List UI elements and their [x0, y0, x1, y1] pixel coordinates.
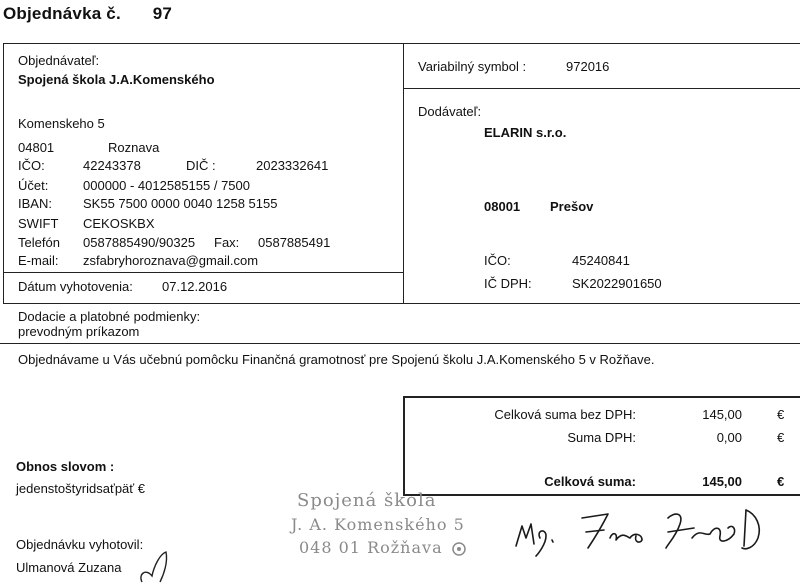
variable-symbol-value: 972016 — [566, 59, 610, 74]
buyer-iban: SK55 7500 0000 0040 1258 5155 — [83, 196, 278, 211]
stamp-seal-icon — [450, 540, 468, 558]
middle-divider — [403, 43, 404, 303]
buyer-email: zsfabryhoroznava@gmail.com — [83, 253, 259, 268]
date-divider — [3, 272, 403, 273]
supplier-icdph: SK2022901650 — [572, 276, 662, 291]
vat-currency: € — [777, 430, 785, 445]
buyer-name: Spojená škola J.A.Komenského — [18, 72, 215, 87]
variable-symbol-divider — [403, 88, 800, 89]
supplier-zip: 08001 — [484, 199, 521, 214]
supplier-city: Prešov — [550, 199, 594, 214]
buyer-phone-label: Telefón — [18, 235, 60, 250]
buyer-dic: 2023332641 — [256, 158, 329, 173]
supplier-ico: 45240841 — [572, 253, 630, 268]
vat-label: Suma DPH: — [567, 430, 636, 445]
box-bottom-border — [3, 303, 800, 304]
order-title-prefix: Objednávka č. — [3, 4, 121, 23]
buyer-iban-label: IBAN: — [18, 196, 52, 211]
buyer-city: Roznava — [108, 140, 160, 155]
stamp-line-3: 048 01 Rožňava — [299, 538, 443, 557]
buyer-ico-label: IČO: — [18, 158, 45, 173]
stamp-line-1: Spojená škola — [297, 490, 437, 511]
buyer-account: 000000 - 4012585155 / 7500 — [83, 178, 250, 193]
net-currency: € — [777, 407, 785, 422]
date-value: 07.12.2016 — [162, 279, 228, 294]
buyer-fax: 0587885491 — [258, 235, 331, 250]
buyer-label: Objednávateľ: — [18, 53, 100, 68]
order-description: Objednávame u Vás učebnú pomôcku Finančná gramotnosť pre Spojenú školu J.A.Komenského 5 v Rožňave. — [18, 352, 655, 367]
order-number: 97 — [152, 4, 173, 23]
buyer-swift-label: SWIFT — [18, 216, 59, 231]
issuer-name: Ulmanová Zuzana — [16, 560, 122, 575]
buyer-ico: 42243378 — [83, 158, 141, 173]
signature-icon — [508, 498, 770, 560]
buyer-fax-label: Fax: — [214, 235, 240, 250]
buyer-dic-label: DIČ : — [186, 158, 216, 173]
net-value: 145,00 — [702, 407, 742, 422]
terms-value: prevodným príkazom — [18, 324, 140, 339]
words-label: Obnos slovom : — [16, 459, 115, 474]
stamp-line-2: J. A. Komenského 5 — [291, 515, 465, 534]
totals-top-border — [403, 396, 800, 398]
buyer-zip: 04801 — [18, 140, 55, 155]
buyer-swift: CEKOSKBX — [83, 216, 155, 231]
vat-value: 0,00 — [716, 430, 742, 445]
top-border — [3, 43, 800, 44]
terms-label: Dodacie a platobné podmienky: — [18, 309, 201, 324]
supplier-ico-label: IČO: — [484, 253, 511, 268]
variable-symbol-label: Variabilný symbol : — [418, 59, 527, 74]
total-label: Celková suma: — [544, 474, 636, 489]
total-value: 145,00 — [702, 474, 742, 489]
date-label: Dátum vyhotovenia: — [18, 279, 133, 294]
buyer-account-label: Účet: — [18, 178, 49, 193]
buyer-street: Komenskeho 5 — [18, 116, 105, 131]
school-stamp — [285, 488, 485, 568]
words-value: jedenstoštyridsaťpäť € — [16, 481, 145, 496]
totals-left-border — [403, 396, 405, 496]
total-currency: € — [777, 474, 785, 489]
supplier-name: ELARIN s.r.o. — [484, 125, 567, 140]
issuer-signature-mark — [136, 548, 176, 585]
order-title — [3, 4, 172, 24]
terms-divider — [0, 343, 800, 344]
supplier-icdph-label: IČ DPH: — [484, 276, 532, 291]
net-label: Celková suma bez DPH: — [494, 407, 636, 422]
buyer-email-label: E-mail: — [18, 253, 59, 268]
issuer-label: Objednávku vyhotovil: — [16, 537, 144, 552]
supplier-label: Dodávateľ: — [418, 104, 482, 119]
left-border — [3, 43, 4, 303]
buyer-phone: 0587885490/90325 — [83, 235, 196, 250]
